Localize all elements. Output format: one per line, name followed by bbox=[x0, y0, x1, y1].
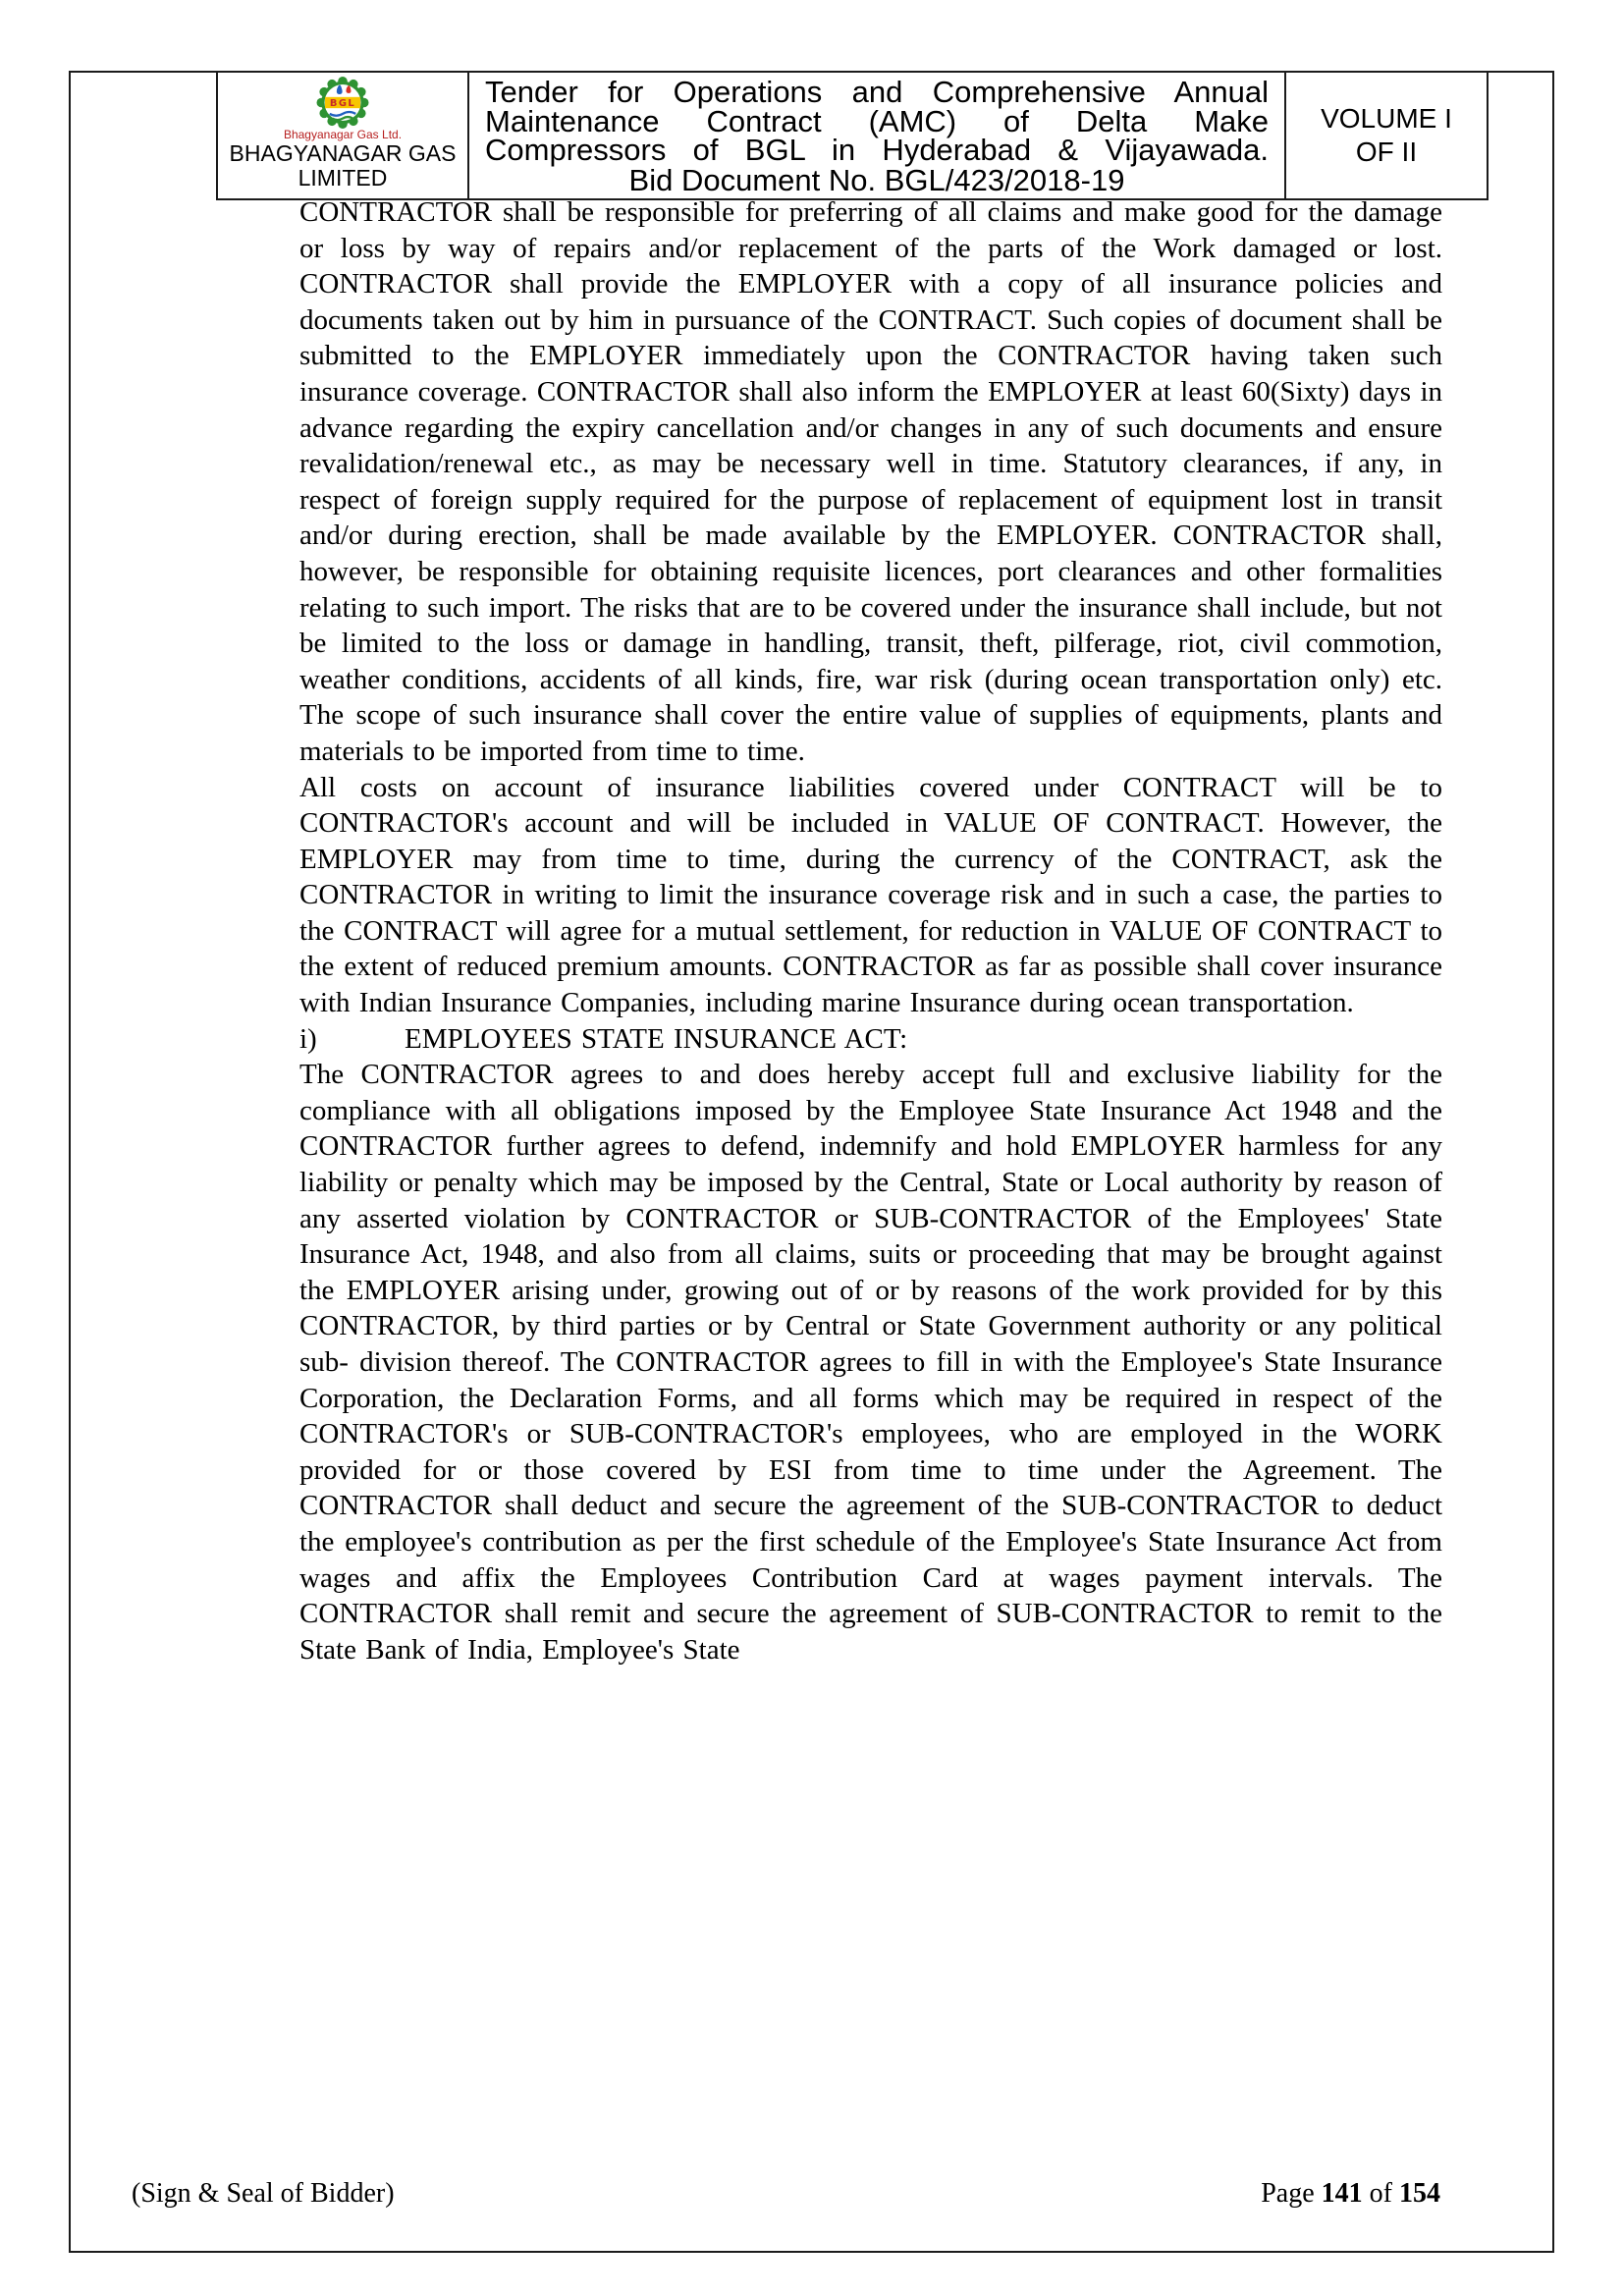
paragraph-insurance-claims: CONTRACTOR shall be responsible for preferring of all claims and make good for the damage or loss by way of repairs and/or replacement of the parts of the Work damaged or lost. CONTRACTOR shall provide the EMPLOYER with a copy of all insurance policies and documents taken out by him in pursuance of the CONTRACT. Such copies of document shall be submitted to the EMPLOYER immediately upon the CONTRACTOR having taken such insurance coverage. CONTRACTOR shall also inform the EMPLOYER at least 60(Sixty) days in advance regarding the expiry cancellation and/or changes in any of such documents and ensure revalidation/renewal etc., as may be necessary well in time. Statutory clearances, if any, in respect of foreign supply required for the purpose of replacement of equipment lost in transit and/or during erection, shall be made available by the EMPLOYER. CONTRACTOR shall, however, be responsible for obtaining requisite licences, port clearances and other formalities relating to such import. The risks that are to be covered under the insurance shall include, but not be limited to the loss or damage in handling, transit, theft, pilferage, riot, civil commotion, weather conditions, accidents of all kinds, fire, war risk (during ocean transportation only) etc. The scope of such insurance shall cover the entire value of supplies of equipments, plants and materials to be imported from time to time. bbox=[299, 196, 1442, 767]
company-name-line2: LIMITED bbox=[298, 165, 388, 191]
paragraph-esi-act: The CONTRACTOR agrees to and does hereby accept full and exclusive liability for the compliance with all obligations imposed by the Employee State Insurance Act 1948 and the CONTRACTOR further agrees to defend, indemnify and hold EMPLOYER harmless for any liability or penalty which may be imposed by the Central, State or Local authority by reason of any asserted violation by CONTRACTOR or SUB-CONTRACTOR of the Employees' State Insurance Act, 1948, and also from all claims, suits or proceeding that may be brought against the EMPLOYER arising under, growing out of or by reasons of the work provided for by this CONTRACTOR, by third parties or by Central or State Government authority or any political sub- division thereof. The CONTRACTOR agrees to fill in with the Employee's State Insurance Corporation, the Declaration Forms, and all forms which may be required in respect of the CONTRACTOR's or SUB-CONTRACTOR's employees, who are employed in the WORK provided for or those covered by ESI from time to time under the Agreement. The CONTRACTOR shall deduct and secure the agreement of the SUB-CONTRACTOR to deduct the employee's contribution as per the first schedule of the Employee's State Insurance Act from wages and affix the Employees Contribution Card at wages payment intervals. The CONTRACTOR shall remit and secure the agreement of SUB-CONTRACTOR to remit to the State Bank of India, Employee's State bbox=[299, 1059, 1442, 1666]
bgl-logo-icon bbox=[298, 77, 388, 129]
volume-line1: VOLUME I bbox=[1321, 102, 1452, 134]
page-border bbox=[69, 71, 1554, 2253]
sign-seal-label: (Sign & Seal of Bidder) bbox=[132, 2178, 395, 2209]
of-label: of bbox=[1369, 2178, 1392, 2209]
logo-caption: Bhagyanagar Gas Ltd. bbox=[283, 128, 403, 141]
page-total: 154 bbox=[1399, 2178, 1440, 2209]
company-name bbox=[230, 141, 457, 191]
list-item-heading-row bbox=[299, 1021, 1442, 1058]
page-current: 141 bbox=[1321, 2178, 1363, 2209]
tender-title: Tender for Operations and Comprehensive Annual Maintenance Contract (AMC) of Delta Make Compressors of BGL in Hyderabad & Vijayawada. bbox=[485, 75, 1269, 167]
list-item-marker: i) bbox=[299, 1022, 317, 1055]
paragraph-insurance-costs: All costs on account of insurance liabilities covered under CONTRACT will be to CONTRACTOR's account and will be included in VALUE OF CONTRACT. However, the EMPLOYER may from time to time, during the currency of the CONTRACT, ask the CONTRACTOR in writing to limit the insurance coverage risk and in such a case, the parties to the CONTRACT will agree for a mutual settlement, for reduction in VALUE OF CONTRACT to the extent of reduced premium amounts. CONTRACTOR as far as possible shall cover insurance with Indian Insurance Companies, including marine Insurance during ocean transportation. bbox=[299, 771, 1442, 1019]
company-name-line1: BHAGYANAGAR GAS bbox=[229, 140, 457, 166]
document-title-cell bbox=[469, 73, 1284, 198]
document-footer bbox=[132, 2178, 1440, 2210]
document-body bbox=[299, 194, 1442, 1667]
bid-document-number: Bid Document No. BGL/423/2018-19 bbox=[628, 162, 1125, 197]
logo-monogram: BGL bbox=[329, 98, 356, 110]
volume-line2: OF II bbox=[1355, 136, 1418, 167]
page-number bbox=[1261, 2178, 1440, 2210]
list-item-title: EMPLOYEES STATE INSURANCE ACT: bbox=[405, 1022, 908, 1055]
volume-label-cell bbox=[1284, 73, 1487, 198]
company-logo-cell bbox=[218, 73, 469, 198]
page-label: Page bbox=[1261, 2178, 1315, 2209]
document-header bbox=[216, 71, 1489, 200]
